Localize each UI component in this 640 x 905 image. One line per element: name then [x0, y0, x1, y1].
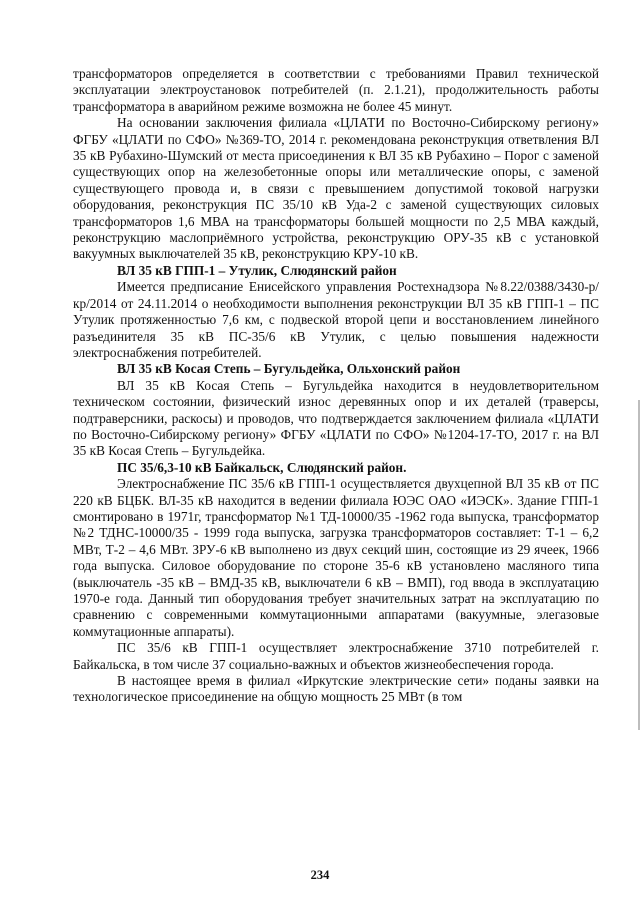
paragraph-gpp1-power-supply: Электроснабжение ПС 35/6 кВ ГПП-1 осуществляется двухцепной ВЛ 35 кВ от ПС 220 кВ БЦБК. ВЛ-35 кВ находится в ведении филиала ЮЭС ОАО «ИЭСК». Здание ГПП-1 смонтировано в 1971г, трансформатор №1 ТД-10000/35 -1962 года выпуска, трансформатор №2 ТДНС-10000/35 - 1999 года выпуска, загрузка трансформаторов составляет: Т-1 – 6,2 МВт, Т-2 – 4,6 МВт. ЗРУ-6 кВ выполнено из двух секций шин, состоящие из 29 ячеек, 1966 года выпуска. Силовое оборудование по стороне 35-6 кВ установлено масляного типа (выключатель -35 кВ – ВМД-35 кВ, выключатели 6 кВ – ВМП), год ввода в эксплуатацию 1970-е года. Данный тип оборудования требует значительных затрат на эксплуатацию по сравнению с современными коммутационными аппаратами (вакуумные, элегазовые коммутационные аппараты). [73, 476, 599, 639]
heading-vl-gpp1-utulik: ВЛ 35 кВ ГПП-1 – Утулик, Слюдянский район [117, 262, 397, 278]
paragraph-connection-requests: В настоящее время в филиал «Иркутские электрические сети» поданы заявки на технологическое присоединение на общую мощность 25 МВт (в том [73, 673, 599, 705]
paragraph-rostechnadzor-order: Имеется предписание Енисейского управления Ростехнадзора №8.22/0388/3430-р/кр/2014 от 24.11.2014 о необходимости выполнения реконструкции ВЛ 35 кВ ГПП-1 – ПС Утулик протяженностью 7,6 км, с подвеской второй цепи и восстановлением линейного разъединителя 35 кВ ПС-35/6 кВ Утулик, с целью повышения надежности электроснабжения потребителей. [73, 279, 599, 360]
paragraph-kosaya-step-condition: ВЛ 35 кВ Косая Степь – Бугульдейка находится в неудовлетворительном техническом состоянии, физический износ деревянных опор и их деталей (траверсы, подтраверсники, раскосы) и проводов, что подтверждается заключением филиала «ЦЛАТИ по Восточно-Сибирскому региону» ФГБУ «ЦЛАТИ по СФО» №1204-17-ТО, 2017 г. на ВЛ 35 кВ Косая Степь – Бугульдейка. [73, 377, 599, 459]
paragraph-gpp1-consumers: ПС 35/6 кВ ГПП-1 осуществляет электроснабжение 3710 потребителей г. Байкальска, в том числе 37 социально-важных и объектов жизнеобеспечения города. [73, 640, 599, 672]
heading-vl-kosaya-step: ВЛ 35 кВ Косая Степь – Бугульдейка, Ольхонский район [117, 361, 461, 377]
paragraph-reconstruction-recommendation: На основании заключения филиала «ЦЛАТИ по Восточно-Сибирскому региону» ФГБУ «ЦЛАТИ по СФО» №369-ТО, 2014 г. рекомендована реконструкция ответвления ВЛ 35 кВ Рубахино-Шумский от места присоединения к ВЛ 35 кВ Рубахино – Порог с заменой существующих опор на железобетонные опоры или металлические опоры, с заменой существующего провода и, в связи с превышением допустимой токовой нагрузки оборудования, реконструкция ПС 35/10 кВ Уда-2 с заменой существующих силовых трансформаторов 1,6 МВА на трансформаторы большей мощности по 2,5 МВА каждый, реконструкцию маслоприёмного устройства, реконструкцию ОРУ-35 кВ с установкой вакуумных выключателей 35 кВ, реконструкцию КРУ-10 кВ. [73, 115, 599, 262]
heading-ps-baikalsk: ПС 35/6,3-10 кВ Байкальск, Слюдянский район. [117, 459, 407, 475]
document-body [73, 66, 599, 706]
paragraph-continuation: трансформаторов определяется в соответствии с требованиями Правил технической эксплуатации электроустановок потребителей (п. 2.1.21), продолжительность работы трансформатора в аварийном режиме возможна не более 45 минут. [73, 66, 599, 114]
page-number: 234 [310, 868, 330, 882]
